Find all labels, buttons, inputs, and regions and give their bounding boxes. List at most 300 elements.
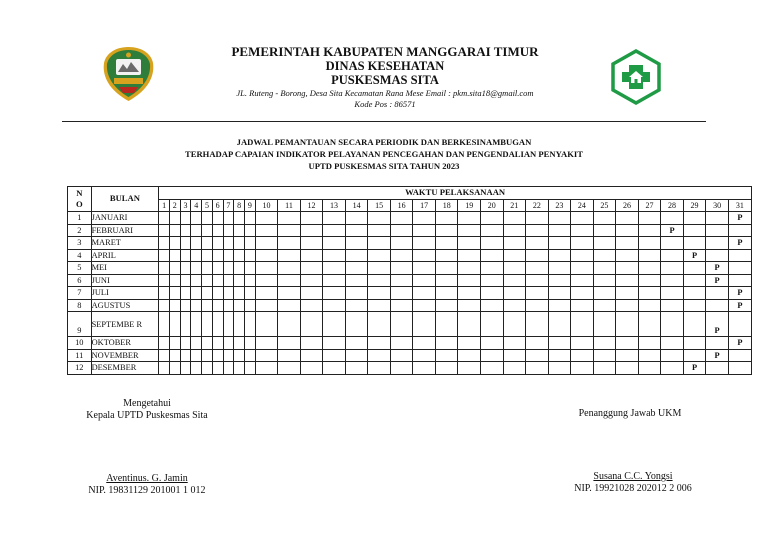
schedule-cell [191,237,202,250]
schedule-cell [191,262,202,275]
day-header: 15 [368,199,391,212]
schedule-cell [300,212,323,225]
schedule-cell [234,274,245,287]
schedule-cell [223,212,234,225]
schedule-cell [212,349,223,362]
schedule-cell [278,299,301,312]
schedule-mark: P [728,299,751,312]
schedule-cell [180,337,191,350]
government-name: PEMERINTAH KABUPATEN MANGGARAI TIMUR [231,44,539,59]
schedule-cell [244,237,255,250]
schedule-cell [481,299,504,312]
schedule-cell [278,274,301,287]
schedule-cell [481,337,504,350]
schedule-cell [345,237,368,250]
row-number: 1 [68,212,92,225]
schedule-cell [278,337,301,350]
schedule-cell [638,274,661,287]
schedule-cell [571,224,594,237]
schedule-cell [202,237,213,250]
schedule-cell [390,262,413,275]
row-number: 6 [68,274,92,287]
schedule-cell [278,287,301,300]
schedule-cell [345,262,368,275]
schedule-cell [683,274,706,287]
schedule-cell [191,212,202,225]
schedule-cell [212,237,223,250]
schedule-cell [571,249,594,262]
schedule-cell [706,287,729,300]
schedule-cell [255,262,278,275]
schedule-cell [255,237,278,250]
schedule-cell [548,287,571,300]
schedule-cell [481,249,504,262]
schedule-cell [638,212,661,225]
schedule-cell [159,274,170,287]
schedule-cell [169,212,180,225]
schedule-cell [683,337,706,350]
schedule-cell [212,337,223,350]
schedule-cell [202,312,213,337]
schedule-cell [638,312,661,337]
day-header: 20 [481,199,504,212]
schedule-cell [202,287,213,300]
schedule-cell [638,287,661,300]
schedule-cell [548,224,571,237]
schedule-cell [706,212,729,225]
schedule-cell [413,224,436,237]
schedule-cell [191,274,202,287]
schedule-cell [212,299,223,312]
schedule-cell [255,362,278,375]
day-header: 30 [706,199,729,212]
table-row [68,337,752,350]
schedule-cell [368,212,391,225]
schedule-cell [180,212,191,225]
schedule-cell [180,349,191,362]
schedule-cell [368,237,391,250]
schedule-cell [481,274,504,287]
schedule-cell [503,299,526,312]
month-name: APRIL [91,249,159,262]
schedule-cell [458,262,481,275]
schedule-cell [435,337,458,350]
schedule-cell [300,249,323,262]
schedule-cell [458,237,481,250]
table-row [68,212,752,225]
day-header: 12 [300,199,323,212]
schedule-cell [458,312,481,337]
schedule-cell [223,237,234,250]
schedule-cell [706,337,729,350]
schedule-cell [202,249,213,262]
schedule-cell [661,274,684,287]
schedule-cell [368,362,391,375]
schedule-cell [593,312,616,337]
schedule-cell [683,312,706,337]
day-header: 8 [234,199,245,212]
title-line-1: JADWAL PEMANTAUAN SECARA PERIODIK DAN BERKESINAMBUGAN [236,137,532,147]
schedule-cell [234,287,245,300]
right-signer [558,471,708,495]
table-row [68,349,752,362]
left-signature-block [72,398,222,422]
schedule-cell [368,274,391,287]
schedule-cell [503,349,526,362]
schedule-cell [345,349,368,362]
schedule-cell [728,224,751,237]
schedule-cell [191,312,202,337]
day-header: 16 [390,199,413,212]
row-number: 10 [68,337,92,350]
days-header-row [68,199,752,212]
row-number: 11 [68,349,92,362]
schedule-cell [323,362,346,375]
schedule-cell [661,362,684,375]
schedule-cell [390,224,413,237]
schedule-mark: P [728,287,751,300]
schedule-cell [202,337,213,350]
schedule-cell [159,249,170,262]
schedule-cell [503,362,526,375]
schedule-cell [435,274,458,287]
schedule-cell [526,312,549,337]
col-bulan-header: BULAN [91,187,159,212]
department-name: DINAS KESEHATAN [325,59,445,73]
schedule-cell [728,274,751,287]
schedule-cell [244,349,255,362]
schedule-cell [191,249,202,262]
schedule-cell [526,349,549,362]
schedule-cell [300,312,323,337]
row-number: 5 [68,262,92,275]
schedule-cell [616,287,639,300]
schedule-cell [435,349,458,362]
schedule-cell [234,337,245,350]
table-row [68,299,752,312]
schedule-cell [593,349,616,362]
schedule-cell [159,287,170,300]
schedule-cell [300,337,323,350]
schedule-cell [202,262,213,275]
schedule-cell [368,224,391,237]
schedule-cell [593,287,616,300]
schedule-cell [616,349,639,362]
schedule-mark: P [683,362,706,375]
schedule-cell [180,274,191,287]
schedule-cell [244,262,255,275]
schedule-cell [255,212,278,225]
schedule-cell [526,299,549,312]
schedule-cell [616,249,639,262]
schedule-cell [683,299,706,312]
schedule-cell [503,212,526,225]
schedule-cell [202,212,213,225]
schedule-cell [234,237,245,250]
acknowledged-label: Mengetahui [123,398,171,409]
schedule-cell [180,362,191,375]
schedule-cell [390,212,413,225]
schedule-cell [223,337,234,350]
schedule-cell [435,287,458,300]
schedule-cell [435,224,458,237]
schedule-cell [526,212,549,225]
letterhead [150,44,620,110]
schedule-cell [169,337,180,350]
right-signer-name: Susana C.C. Yongsi [593,471,673,482]
schedule-cell [169,224,180,237]
left-signer-nip: NIP. 19831129 201001 1 012 [88,485,206,496]
schedule-cell [616,237,639,250]
schedule-cell [706,362,729,375]
schedule-cell [571,362,594,375]
schedule-cell [661,262,684,275]
schedule-cell [548,274,571,287]
schedule-cell [159,224,170,237]
schedule-cell [616,299,639,312]
schedule-cell [526,237,549,250]
schedule-cell [255,274,278,287]
schedule-cell [345,212,368,225]
schedule-cell [503,287,526,300]
schedule-cell [169,349,180,362]
schedule-cell [638,249,661,262]
schedule-cell [706,224,729,237]
schedule-cell [413,212,436,225]
month-name: JANUARI [91,212,159,225]
day-header: 26 [616,199,639,212]
schedule-cell [503,337,526,350]
schedule-cell [202,299,213,312]
schedule-cell [548,237,571,250]
schedule-cell [169,312,180,337]
row-number: 2 [68,224,92,237]
schedule-cell [169,299,180,312]
schedule-cell [661,249,684,262]
schedule-cell [661,312,684,337]
schedule-cell [300,274,323,287]
schedule-cell [345,274,368,287]
schedule-cell [435,249,458,262]
day-header: 5 [202,199,213,212]
schedule-cell [706,237,729,250]
title-line-3: UPTD PUSKESMAS SITA TAHUN 2023 [308,161,460,171]
schedule-cell [503,249,526,262]
schedule-cell [244,299,255,312]
schedule-cell [683,349,706,362]
schedule-cell [481,262,504,275]
right-signature-block [565,408,695,420]
schedule-mark: P [706,274,729,287]
schedule-cell [390,249,413,262]
schedule-cell [661,287,684,300]
schedule-cell [683,262,706,275]
schedule-cell [234,312,245,337]
regency-emblem-logo [101,45,156,103]
schedule-cell [323,312,346,337]
schedule-cell [638,337,661,350]
schedule-cell [571,274,594,287]
row-number: 12 [68,362,92,375]
schedule-cell [413,312,436,337]
schedule-cell [390,337,413,350]
month-name: MEI [91,262,159,275]
schedule-cell [212,262,223,275]
schedule-cell [503,312,526,337]
day-header: 27 [638,199,661,212]
schedule-cell [159,237,170,250]
schedule-cell [244,249,255,262]
col-waktu-header: WAKTU PELAKSANAAN [159,187,752,200]
schedule-cell [390,287,413,300]
day-header: 6 [212,199,223,212]
schedule-cell [526,287,549,300]
schedule-mark: P [706,262,729,275]
schedule-cell [212,287,223,300]
row-number: 4 [68,249,92,262]
day-header: 29 [683,199,706,212]
schedule-cell [223,224,234,237]
schedule-cell [202,362,213,375]
schedule-cell [180,299,191,312]
schedule-cell [278,312,301,337]
schedule-cell [159,337,170,350]
schedule-cell [458,287,481,300]
day-header: 22 [526,199,549,212]
schedule-cell [234,212,245,225]
schedule-cell [593,299,616,312]
schedule-cell [481,312,504,337]
schedule-cell [223,274,234,287]
schedule-cell [323,237,346,250]
schedule-cell [223,362,234,375]
schedule-cell [300,349,323,362]
schedule-cell [323,274,346,287]
schedule-cell [638,299,661,312]
month-name: AGUSTUS [91,299,159,312]
day-header: 4 [191,199,202,212]
schedule-cell [571,212,594,225]
schedule-cell [159,312,170,337]
table-header-row [68,187,752,200]
schedule-cell [481,362,504,375]
schedule-cell [481,237,504,250]
schedule-cell [728,362,751,375]
schedule-mark: P [706,312,729,337]
schedule-cell [255,337,278,350]
schedule-cell [278,237,301,250]
schedule-cell [616,274,639,287]
schedule-cell [683,212,706,225]
table-row [68,362,752,375]
schedule-cell [390,237,413,250]
day-header: 21 [503,199,526,212]
schedule-cell [526,337,549,350]
schedule-cell [728,249,751,262]
title-line-2: TERHADAP CAPAIAN INDIKATOR PELAYANAN PENCEGAHAN DAN PENGENDALIAN PENYAKIT [185,149,583,159]
schedule-cell [323,262,346,275]
schedule-cell [616,212,639,225]
left-signer-name: Aventinus. G. Jamin [106,473,188,484]
month-name: OKTOBER [91,337,159,350]
schedule-cell [526,249,549,262]
schedule-cell [368,312,391,337]
schedule-cell [159,349,170,362]
schedule-cell [413,299,436,312]
schedule-cell [616,224,639,237]
schedule-cell [345,299,368,312]
schedule-cell [435,299,458,312]
schedule-cell [368,349,391,362]
schedule-cell [503,237,526,250]
schedule-cell [661,237,684,250]
schedule-cell [683,224,706,237]
schedule-cell [234,299,245,312]
schedule-cell [571,337,594,350]
schedule-cell [593,224,616,237]
day-header: 28 [661,199,684,212]
schedule-table [67,186,752,375]
schedule-cell [244,224,255,237]
schedule-cell [300,299,323,312]
month-name: MARET [91,237,159,250]
schedule-body [68,212,752,375]
schedule-mark: P [728,337,751,350]
schedule-cell [616,362,639,375]
day-header: 31 [728,199,751,212]
schedule-cell [481,349,504,362]
schedule-cell [180,287,191,300]
schedule-cell [278,224,301,237]
day-header: 18 [435,199,458,212]
schedule-cell [548,299,571,312]
schedule-cell [571,262,594,275]
puskesmas-name: PUSKESMAS SITA [331,73,439,87]
table-row [68,249,752,262]
schedule-cell [390,362,413,375]
schedule-cell [728,312,751,337]
schedule-cell [255,312,278,337]
schedule-cell [413,362,436,375]
schedule-cell [526,362,549,375]
schedule-cell [390,274,413,287]
schedule-cell [390,312,413,337]
month-name: NOVEMBER [91,349,159,362]
schedule-cell [593,274,616,287]
schedule-cell [593,237,616,250]
schedule-cell [212,362,223,375]
schedule-cell [593,362,616,375]
schedule-cell [458,274,481,287]
schedule-cell [706,299,729,312]
row-number: 7 [68,287,92,300]
schedule-cell [683,287,706,300]
schedule-cell [503,274,526,287]
schedule-cell [202,274,213,287]
schedule-cell [234,349,245,362]
schedule-cell [323,287,346,300]
schedule-cell [323,249,346,262]
schedule-cell [255,299,278,312]
table-row [68,262,752,275]
day-header: 1 [159,199,170,212]
schedule-cell [159,212,170,225]
address-line: JL. Ruteng - Borong, Desa Sita Kecamatan Rana Mese Email : pkm.sita18@gmail.com [236,88,534,98]
schedule-cell [458,249,481,262]
schedule-cell [255,349,278,362]
col-no-header: N O [68,187,92,212]
schedule-cell [638,224,661,237]
